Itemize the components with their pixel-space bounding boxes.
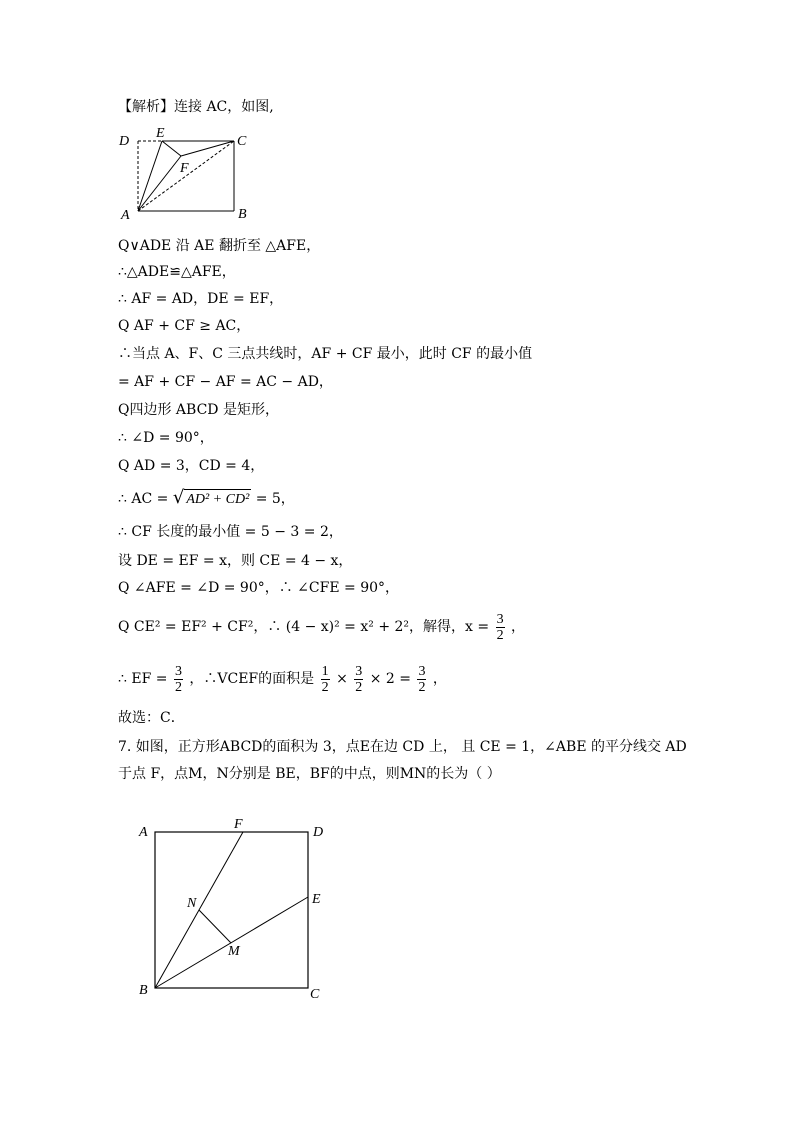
step-10: Q AD = 3，CD = 4， xyxy=(118,458,265,474)
label-C: C xyxy=(237,134,247,149)
step-13: 设 DE = EF = x，则 CE = 4 − x， xyxy=(118,553,353,569)
step-2: Q∨ADE 沿 AE 翻折至 △AFE， xyxy=(118,238,321,254)
label-N: N xyxy=(187,896,197,911)
question-7-line-2: 于点 F，点M，N分别是 BE，BF的中点，则MN的长为（ ） xyxy=(118,766,501,782)
fraction: $\frac{3}{2}$ xyxy=(496,611,504,643)
label-E: E xyxy=(312,892,321,907)
step-14: Q ∠AFE = ∠D = 90°，∴ ∠CFE = 90°， xyxy=(118,580,400,596)
fraction: $\frac{3}{2}$ xyxy=(418,663,426,695)
label-A: A xyxy=(121,208,130,223)
question-7-line-1: 7. 如图，正方形ABCD的面积为 3，点E在边 CD 上， 且 CE = 1，∠ABE 的平分线交 AD xyxy=(118,739,687,755)
analysis-heading: 【解析】连接 AC，如图, xyxy=(118,99,274,115)
label-F: F xyxy=(180,161,189,176)
label-F: F xyxy=(234,817,243,832)
step-3: ∴△ADE≌△AFE， xyxy=(118,264,236,280)
figure-square-bisector xyxy=(130,812,340,1007)
fraction: $\frac{3}{2}$ xyxy=(174,663,182,695)
step-12: ∴ CF 长度的最小值 = 5 − 3 = 2， xyxy=(118,524,343,540)
label-C: C xyxy=(310,987,320,1002)
label-B: B xyxy=(238,207,247,222)
step-15: Q CE² = EF² + CF²，∴ (4 − x)² = x² + 2²，解得，x = $\frac{3}{2}$ ， xyxy=(118,611,526,643)
step-16: ∴ EF = $\frac{3}{2}$ ，∴VCEF的面积是 $\frac{1}{2}$ × $\frac{3}{2}$ × 2 = $\frac{3}{2}$ ， xyxy=(118,663,447,695)
label-M: M xyxy=(228,944,240,959)
label-D: D xyxy=(119,134,130,149)
label-B: B xyxy=(139,983,148,998)
label-D: D xyxy=(313,825,324,840)
figure-rectangle-fold xyxy=(110,128,260,228)
step-6: ∴当点 A、F、C 三点共线时，AF + CF 最小，此时 CF 的最小值 xyxy=(118,346,533,362)
fraction: $\frac{1}{2}$ xyxy=(321,663,329,695)
step-5: Q AF + CF ≥ AC， xyxy=(118,318,251,334)
label-E: E xyxy=(156,128,165,141)
fraction: $\frac{3}{2}$ xyxy=(355,663,363,695)
step-8: Q四边形 ABCD 是矩形， xyxy=(118,402,279,418)
step-7: = AF + CF − AF = AC − AD， xyxy=(118,374,333,390)
sqrt-expression: AD² + CD² xyxy=(184,489,251,510)
step-4: ∴ AF = AD，DE = EF， xyxy=(118,291,284,307)
answer-line: 故选：C． xyxy=(118,710,185,726)
label-A: A xyxy=(139,825,148,840)
step-11: ∴ AC = √ AD² + CD² = 5， xyxy=(118,487,295,508)
step-9: ∴ ∠D = 90°， xyxy=(118,430,214,446)
